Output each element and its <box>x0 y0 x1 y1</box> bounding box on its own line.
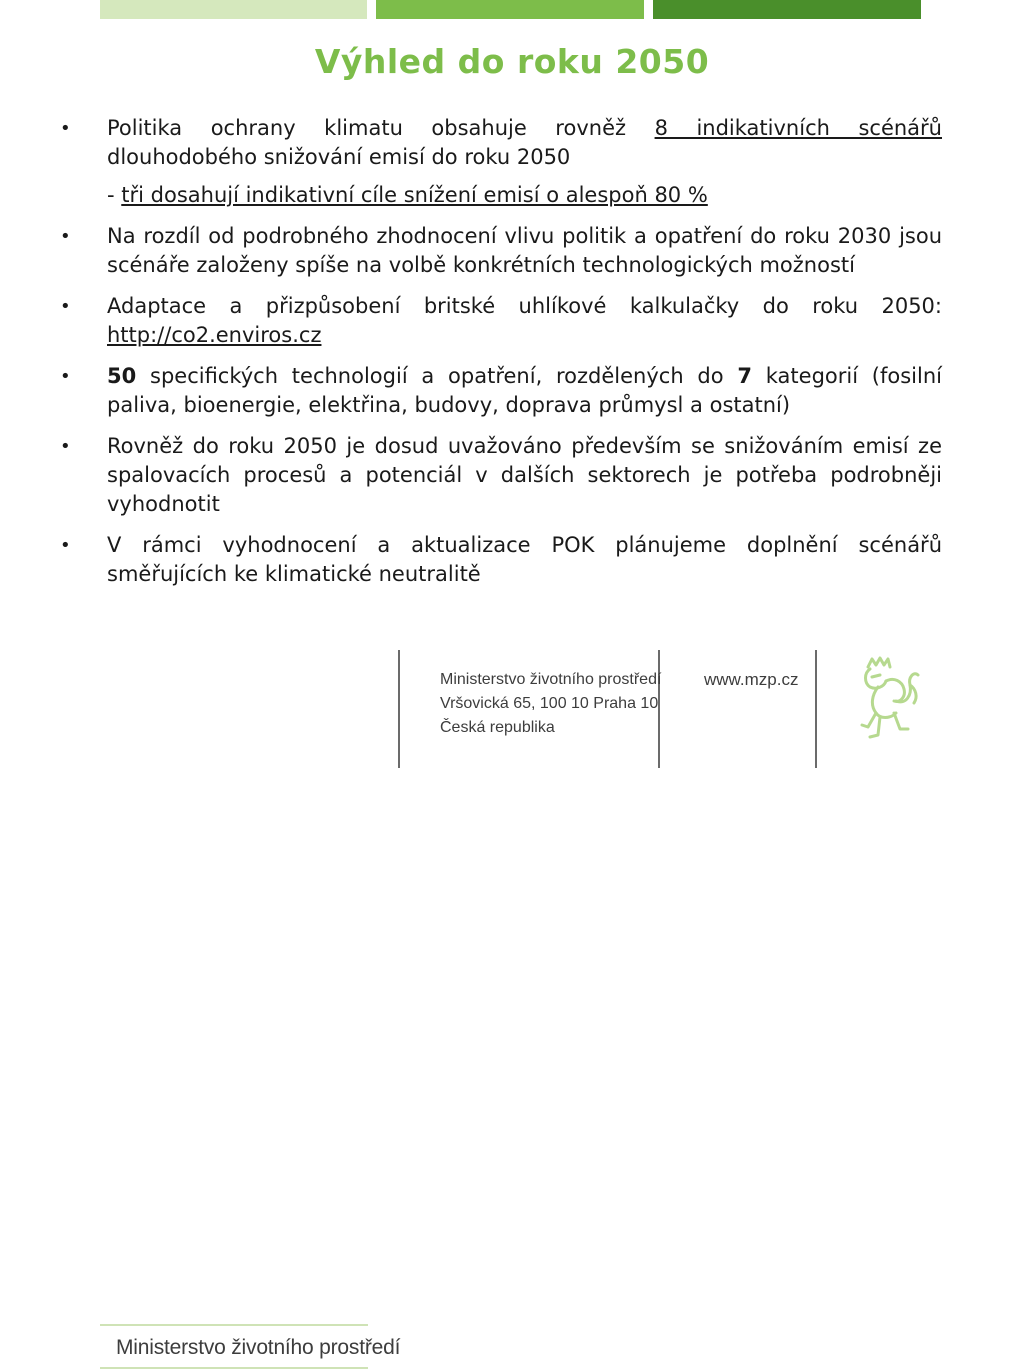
bullet-icon: • <box>60 535 71 556</box>
top-bar-light <box>100 0 367 19</box>
czech-lion-emblem-icon <box>850 655 922 745</box>
list-item: • Adaptace a přizpůsobení britské uhlíkové kalkulačky do roku 2050: http://co2.enviros.cz <box>60 294 942 347</box>
bullet-icon: • <box>60 118 71 139</box>
list-item: • V rámci vyhodnocení a aktualizace POK plánujeme doplnění scénářů směřujících ke klimatické neutralitě <box>60 533 942 586</box>
footer-website[interactable]: www.mzp.cz <box>704 670 799 689</box>
footer-ministry-name: Ministerstvo životního prostředí <box>116 1336 401 1359</box>
slide-title: Výhled do roku 2050 <box>314 42 710 81</box>
footer-separator <box>398 650 400 768</box>
list-item: • 50 specifických technologií a opatření, rozdělených do 7 kategorií (fosilní paliva, bioenergie, elektřina, budovy, doprava průmysl a ostatní) <box>60 364 942 417</box>
list-item: • Na rozdíl od podrobného zhodnocení vlivu politik a opatření do roku 2030 jsou scénáře založeny spíše na volbě konkrétních technologických možností <box>60 224 942 277</box>
top-bar-dark <box>653 0 921 19</box>
list-item: • Rovněž do roku 2050 je dosud uvažováno především se snižováním emisí ze spalovacích procesů a potenciál v dalších sektorech je potřeba podrobněji vyhodnotit <box>60 434 942 516</box>
bullet-list <box>60 114 942 589</box>
footer-divider <box>100 1324 368 1326</box>
bullet-icon: • <box>60 226 71 247</box>
bullet-icon: • <box>60 366 71 387</box>
list-item: • Politika ochrany klimatu obsahuje rovněž 8 indikativních scénářů dlouhodobého snižování emisí do roku 2050 <box>60 116 942 169</box>
footer-address: Ministerstvo životního prostředí Vršovická 65, 100 10 Praha 10 Česká republika <box>440 671 662 736</box>
top-bar-medium <box>376 0 644 19</box>
sub-item: - tři dosahují indikativní cíle snížení emisí o alespoň 80 % <box>107 183 708 207</box>
footer-separator <box>815 650 817 768</box>
calculator-link[interactable]: http://co2.enviros.cz <box>107 323 322 347</box>
bullet-icon: • <box>60 436 71 457</box>
bullet-icon: • <box>60 296 71 317</box>
